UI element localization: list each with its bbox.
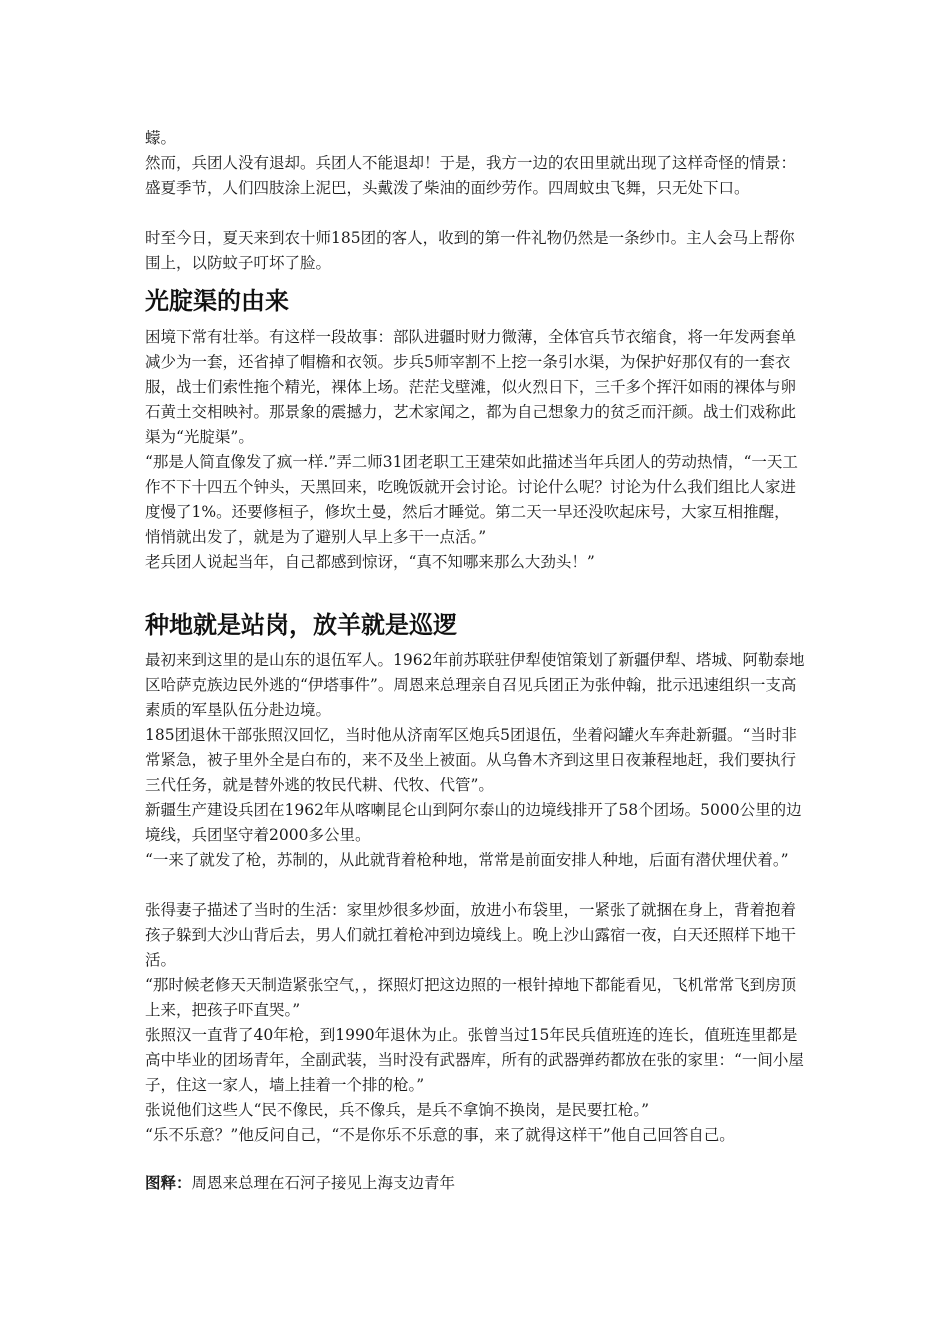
paragraph: 新疆生产建设兵团在1962年从喀喇昆仑山到阿尔泰山的边境线排开了58个团场。5000公里的边境线，兵团坚守着2000多公里。 (145, 801, 802, 844)
paragraph: “那是人简直像发了疯一样.”弄二师31团老职工王建荣如此描述当年兵团人的劳动热情，“一天工作不下十四五个钟头，天黑回来，吃晚饭就开会讨论。讨论什么呢？讨论为什么我们组比人家进度慢了1%。还要修桓子，修坎土曼，然后才睡觉。第二天一早还没吹起床号，大家互相推醒，悄悄就出发了，就是为了避别人早上多干一点活。” (145, 453, 798, 546)
paragraph: 最初来到这里的是山东的退伍军人。1962年前苏联驻伊犁使馆策划了新疆伊犁、塔城、阿勒泰地区哈萨克族边民外逃的“伊塔事件”。周恩来总理亲自召见兵团正为张仲翰，批示迅速组织一支高素质的军垦队伍分赴边境。 (145, 651, 805, 719)
paragraph: 185团退休干部张照汉回忆，当时他从济南军区炮兵5团退伍，坐着闷罐火车奔赴新疆。“当时非常紧急，被子里外全是白布的，来不及坐上被面。从乌鲁木齐到这里日夜兼程地赶，我们要执行三代任务，就是替外逃的牧民代耕、代牧、代管”。 (145, 726, 797, 794)
paragraph: “乐不乐意？”他反问自己，“不是你乐不乐意的事，来了就得这样干”他自己回答自己。 (145, 1126, 735, 1144)
paragraph: 张得妻子描述了当时的生活：家里炒很多炒面，放进小布袋里，一紧张了就捆在身上，背着抱着孩子躲到大沙山背后去，男人们就扛着枪冲到边境线上。晚上沙山露宿一夜，白天还照样下地干活。 (145, 901, 797, 969)
figure-caption (145, 1171, 805, 1196)
paragraph: 困境下常有壮举。有这样一段故事：部队进疆时财力微薄，全体官兵节衣缩食，将一年发两套单减少为一套，还省掉了帽檐和衣领。步兵5师宰割不上挖一条引水渠，为保护好那仅有的一套衣服，战士们索性拖个精光，裸体上场。茫茫戈壁滩，似火烈日下，三千多个挥汗如雨的裸体与卵石黄土交相映衬。那景象的震撼力，艺术家闻之，都为自己想象力的贫乏而汗颜。战士们戏称此渠为“光腚渠”。 (145, 328, 797, 446)
section-heading: 光腚渠的由来 (145, 287, 289, 315)
paragraph: 然而，兵团人没有退却。兵团人不能退却！于是，我方一边的农田里就出现了这样奇怪的情景：盛夏季节，人们四肢涂上泥巴，头戴泼了柴油的面纱劳作。四周蚊虫飞舞，只无处下口。 (145, 154, 797, 197)
paragraph: 蠓。 (145, 129, 177, 147)
paragraph: 时至今日，夏天来到农十师185团的客人，收到的第一件礼物仍然是一条纱巾。主人会马上帮你围上，以防蚊子叮坏了脸。 (145, 229, 795, 272)
paragraph: 张照汉一直背了40年枪，到1990年退休为止。张曾当过15年民兵值班连的连长，值班连里都是高中毕业的团场青年，全副武装，当时没有武器库，所有的武器弹药都放在张的家里：“一间小屋子，住这一家人，墙上挂着一个排的枪。” (145, 1026, 804, 1094)
caption-text: 周恩来总理在石河子接见上海支边青年 (191, 1174, 456, 1192)
caption-label: 图释： (145, 1174, 192, 1192)
paragraph: “那时候老修天天制造紧张空气，，探照灯把这边照的一根针掉地下都能看见，飞机常常飞到房顶上来，把孩子吓直哭。” (145, 976, 797, 1019)
paragraph: 老兵团人说起当年，自己都感到惊讶，“真不知哪来那么大劲头！” (145, 553, 595, 571)
paragraph: “一来了就发了枪，苏制的，从此就背着枪种地，常常是前面安排人种地，后面有潜伏埋伏着。” (145, 851, 789, 869)
paragraph: 张说他们这些人“民不像民，兵不像兵，是兵不拿饷不换岗，是民要扛枪。” (145, 1101, 650, 1119)
section-heading: 种地就是站岗，放羊就是巡逻 (145, 611, 457, 639)
